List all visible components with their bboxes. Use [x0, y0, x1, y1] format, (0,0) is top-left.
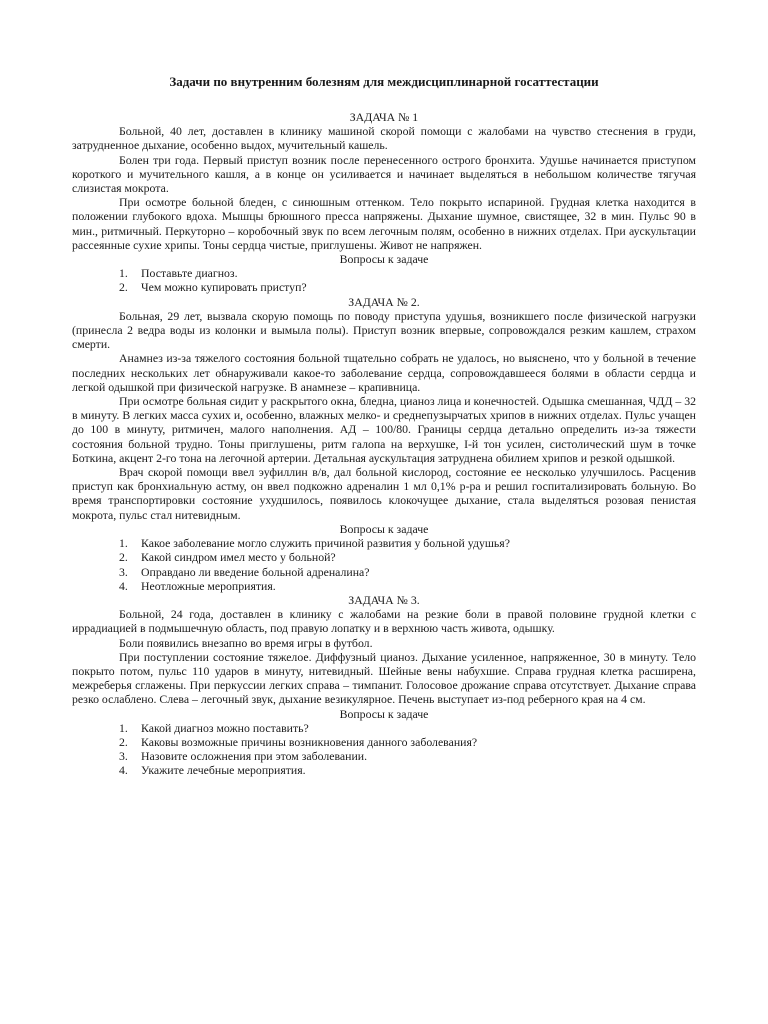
- task-paragraph: При осмотре больная сидит у раскрытого окна, бледна, цианоз лица и конечностей. Одышка смешанная, ЧДД – 32 в минуту. В легких масса сухих и, особенно, влажных мелко- и среднепузырчатых хрипов в нижних отделах. Пульс учащен до 100 в минуту, ритмичен, малого наполнения. АД – 100/80. Границы сердца детально определить из-за тяжести состояния больной трудно. Тоны приглушены, ритм галопа на верхушке, I-й тон усилен, систолический шум в точке Боткина, акцент 2-го тона на легочной артерии. Детальная аускультация затруднена обилием хрипов и резкой одышкой.: [72, 394, 696, 465]
- questions-list: [72, 721, 696, 778]
- question-text: Неотложные мероприятия.: [141, 578, 276, 593]
- question-number: 2.: [119, 550, 128, 565]
- task-paragraph: Врач скорой помощи ввел эуфиллин в/в, дал больной кислород, состояние ее несколько улучшилось. Расценив приступ как бронхиальную астму, он ввел подкожно адреналин 1 мл 0,1% р-ра и решил госпитализировать больную. Во время транспортировки состояние ухудшилось, появилось клокочущее дыхание, стала выделяться розовая пенистая мокрота, пульс стал нитевидным.: [72, 465, 696, 522]
- questions-heading: Вопросы к задаче: [339, 706, 429, 721]
- question-text: Каковы возможные причины возникновения данного заболевания?: [141, 734, 478, 749]
- questions-list: [72, 536, 696, 593]
- questions-heading: Вопросы к задаче: [339, 521, 429, 536]
- task-paragraph: Больной, 24 года, доставлен в клинику с жалобами на резкие боли в правой половине грудной клетки с иррадиацией в подмышечную область, под правую лопатку и в верхнюю часть живота, одышку.: [72, 607, 696, 636]
- question-item: [72, 721, 696, 735]
- document-page: [72, 74, 696, 778]
- question-text: Назовите осложнения при этом заболевании.: [141, 749, 368, 764]
- task-paragraph: Боли появились внезапно во время игры в футбол.: [119, 635, 373, 650]
- question-number: 1.: [119, 536, 128, 551]
- question-number: 4.: [119, 578, 128, 593]
- task-paragraph: При поступлении состояние тяжелое. Диффузный цианоз. Дыхание усиленное, напряженное, 30 в минуту. Тело покрыто потом, пульс 110 ударов в минуту, нитевидный. Шейные вены набухшие. Справа грудная клетка расширена, межреберья сглажены. При перкуссии легких справа – тимпанит. Голосовое дрожание справа отсутствует. Дыхание справа резко ослаблено. Слева – легочный звук, дыхание везикулярное. Печень выступает из-под реберного края на 4 см.: [72, 649, 696, 707]
- questions-heading: Вопросы к задаче: [339, 252, 429, 267]
- task-paragraph: Больная, 29 лет, вызвала скорую помощь по поводу приступа удушья, возникшего после физической нагрузки (принесла 2 ведра воды из колонки и вымыла полы). Приступ возник впервые, сопровождался резким кашлем, страхом смерти.: [72, 308, 696, 352]
- question-text: Поставьте диагноз.: [141, 266, 238, 281]
- question-item: [72, 763, 696, 777]
- document-title: Задачи по внутренним болезням для междисциплинарной госаттестации: [169, 74, 599, 89]
- task-paragraph: Анамнез из-за тяжелого состояния больной тщательно собрать не удалось, но выяснено, что у больной в течение последних нескольких лет обнаруживали какое-то заболевание сердца, сопровождавшееся болями в области сердца и легкой одышкой при физической нагрузке. В анамнезе – крапивница.: [72, 351, 696, 394]
- question-item: [72, 280, 696, 294]
- question-text: Чем можно купировать приступ?: [141, 280, 307, 295]
- task-heading: ЗАДАЧА № 2.: [348, 294, 420, 309]
- question-number: 2.: [119, 280, 128, 295]
- question-item: [72, 550, 696, 564]
- question-text: Какой диагноз можно поставить?: [141, 720, 309, 735]
- task-paragraph: При осмотре больной бледен, с синюшным оттенком. Тело покрыто испариной. Грудная клетка находится в положении глубокого вдоха. Мышцы брюшного пресса напряжены. Дыхание шумное, свистящее, 32 в мин. Пульс 90 в мин., ритмичный. Перкуторно – коробочный звук по всем легочным полям, особенно в нижних отделах. При аускультации рассеянные сухие хрипы. Тоны сердца чистые, приглушены. Живот не напряжен.: [72, 195, 696, 252]
- question-number: 4.: [119, 763, 128, 778]
- question-item: [72, 735, 696, 749]
- task-2: [72, 295, 696, 593]
- task-paragraph: Болен три года. Первый приступ возник после перенесенного острого бронхита. Удушье начинается приступом короткого и мучительного кашля, а в конце он усиливается и начинает выделяться в небольшом количестве тягучая слизистая мокрота.: [72, 152, 696, 196]
- task-heading: ЗАДАЧА № 3.: [348, 592, 420, 607]
- question-text: Какое заболевание могло служить причиной развития у больной удушья?: [141, 536, 510, 551]
- question-text: Укажите лечебные мероприятия.: [141, 763, 306, 778]
- question-text: Какой синдром имел место у больной?: [141, 550, 336, 565]
- question-number: 1.: [119, 720, 128, 735]
- question-number: 3.: [119, 749, 128, 764]
- task-heading: ЗАДАЧА № 1: [349, 110, 419, 124]
- question-item: [72, 749, 696, 763]
- question-number: 3.: [119, 564, 128, 579]
- question-item: [72, 565, 696, 579]
- question-number: 2.: [119, 734, 128, 749]
- questions-list: [72, 266, 696, 294]
- question-item: [72, 536, 696, 550]
- question-item: [72, 579, 696, 593]
- task-3: [72, 593, 696, 778]
- question-text: Оправдано ли введение больной адреналина?: [141, 564, 370, 579]
- question-number: 1.: [119, 266, 128, 281]
- question-item: [72, 266, 696, 280]
- task-paragraph: Больной, 40 лет, доставлен в клинику машиной скорой помощи с жалобами на чувство стеснения в груди, затрудненное дыхание, особенно выдох, мучительный кашель.: [72, 124, 696, 153]
- task-1: [72, 110, 696, 295]
